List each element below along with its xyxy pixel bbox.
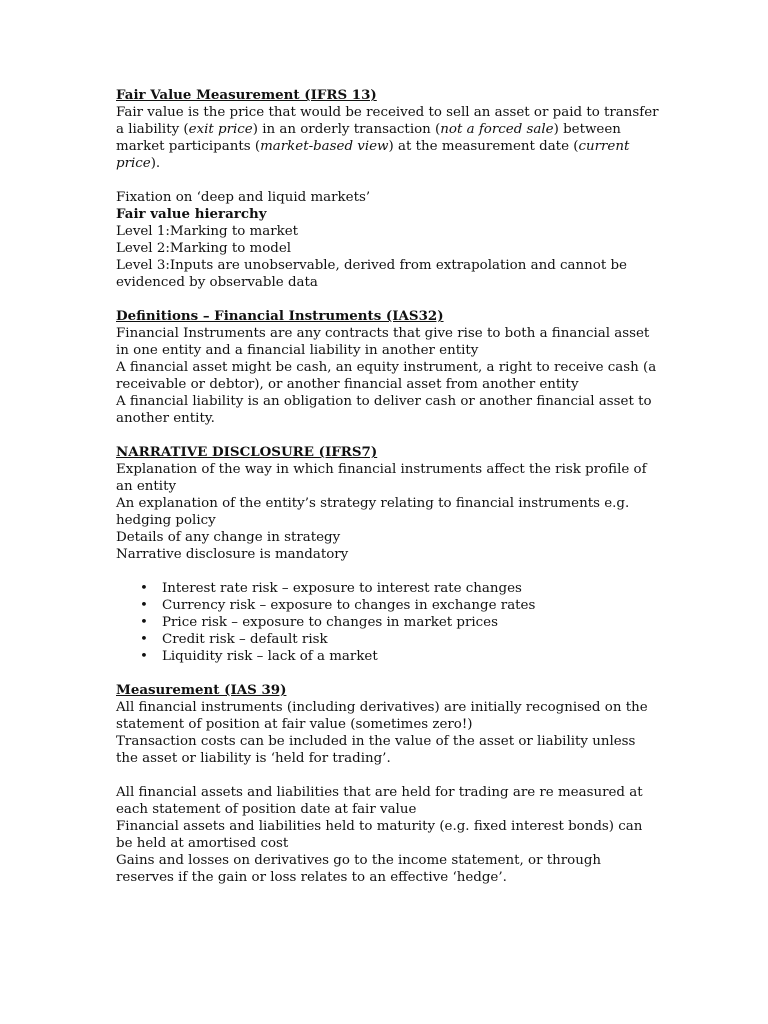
text-run: Fair value is the price that would be received to sell an asset or paid to transfer a liability ( bbox=[116, 105, 659, 137]
text-run: ) in an orderly transaction ( bbox=[252, 122, 441, 137]
spacer bbox=[116, 665, 661, 682]
bullet-icon: • bbox=[140, 581, 148, 596]
section-heading-measurement: Measurement (IAS 39) bbox=[116, 682, 287, 698]
italic-not-forced-sale: not a forced sale bbox=[440, 122, 554, 137]
narrative-line: Narrative disclosure is mandatory bbox=[116, 547, 349, 562]
bullet-icon: • bbox=[140, 598, 148, 613]
list-item-text: Currency risk – exposure to changes in exchange rates bbox=[162, 598, 536, 613]
risk-list bbox=[116, 580, 661, 665]
section-heading-fair-value: Fair Value Measurement (IFRS 13) bbox=[116, 87, 377, 103]
bullet-icon: • bbox=[140, 615, 148, 630]
fixation-line: Fixation on ‘deep and liquid markets’ bbox=[116, 190, 371, 205]
level-1: Level 1:Marking to market bbox=[116, 224, 299, 239]
spacer bbox=[116, 767, 661, 784]
hierarchy-heading: Fair value hierarchy bbox=[116, 206, 267, 222]
measurement-line: Transaction costs can be included in the value of the asset or liability unless the asset or liability is ‘held for trading’. bbox=[116, 734, 636, 766]
list-item-text: Interest rate risk – exposure to interest rate changes bbox=[162, 581, 522, 596]
list-item bbox=[116, 597, 661, 614]
definition-line: A financial asset might be cash, an equity instrument, a right to receive cash (a receivable or debtor), or another financial asset from another entity bbox=[116, 360, 657, 392]
text-run: ) at the measurement date ( bbox=[388, 139, 579, 154]
level-2: Level 2:Marking to model bbox=[116, 241, 292, 256]
italic-market-based-view: market-based view bbox=[260, 139, 389, 154]
measurement-line: Gains and losses on derivatives go to the income statement, or through reserves if the gain or loss relates to an effective ‘hedge’. bbox=[116, 853, 602, 885]
spacer bbox=[116, 172, 661, 189]
spacer bbox=[116, 291, 661, 308]
list-item bbox=[116, 580, 661, 597]
definition-line: A financial liability is an obligation to deliver cash or another financial asset to another entity. bbox=[116, 394, 652, 426]
list-item bbox=[116, 631, 661, 648]
definition-line: Financial Instruments are any contracts that give rise to both a financial asset in one entity and a financial liability in another entity bbox=[116, 326, 650, 358]
measurement-line: Financial assets and liabilities held to maturity (e.g. fixed interest bonds) can be held at amortised cost bbox=[116, 819, 643, 851]
spacer bbox=[116, 427, 661, 444]
list-item-text: Liquidity risk – lack of a market bbox=[162, 649, 378, 664]
section-heading-narrative: NARRATIVE DISCLOSURE (IFRS7) bbox=[116, 444, 378, 460]
italic-current-price: current price bbox=[116, 139, 630, 171]
bullet-icon: • bbox=[140, 632, 148, 647]
list-item bbox=[116, 614, 661, 631]
level-3: Level 3:Inputs are unobservable, derived from extrapolation and cannot be evidenced by observable data bbox=[116, 258, 627, 290]
document-body bbox=[116, 87, 661, 886]
italic-exit-price: exit price bbox=[188, 122, 253, 137]
list-item-text: Credit risk – default risk bbox=[162, 632, 328, 647]
narrative-line: Details of any change in strategy bbox=[116, 530, 341, 545]
list-item-text: Price risk – exposure to changes in market prices bbox=[162, 615, 498, 630]
bullet-icon: • bbox=[140, 649, 148, 664]
measurement-line: All financial instruments (including derivatives) are initially recognised on the statement of position at fair value (sometimes zero!) bbox=[116, 700, 648, 732]
spacer bbox=[116, 563, 661, 580]
section-heading-definitions: Definitions – Financial Instruments (IAS32) bbox=[116, 308, 444, 324]
text-run: ). bbox=[150, 156, 161, 171]
narrative-line: An explanation of the entity’s strategy relating to financial instruments e.g. hedging policy bbox=[116, 496, 630, 528]
measurement-line: All financial assets and liabilities that are held for trading are re measured at each statement of position date at fair value bbox=[116, 785, 643, 817]
list-item bbox=[116, 648, 661, 665]
text-run: ) between market participants ( bbox=[116, 122, 621, 154]
fair-value-definition bbox=[116, 104, 661, 172]
narrative-line: Explanation of the way in which financial instruments affect the risk profile of an entity bbox=[116, 462, 647, 494]
